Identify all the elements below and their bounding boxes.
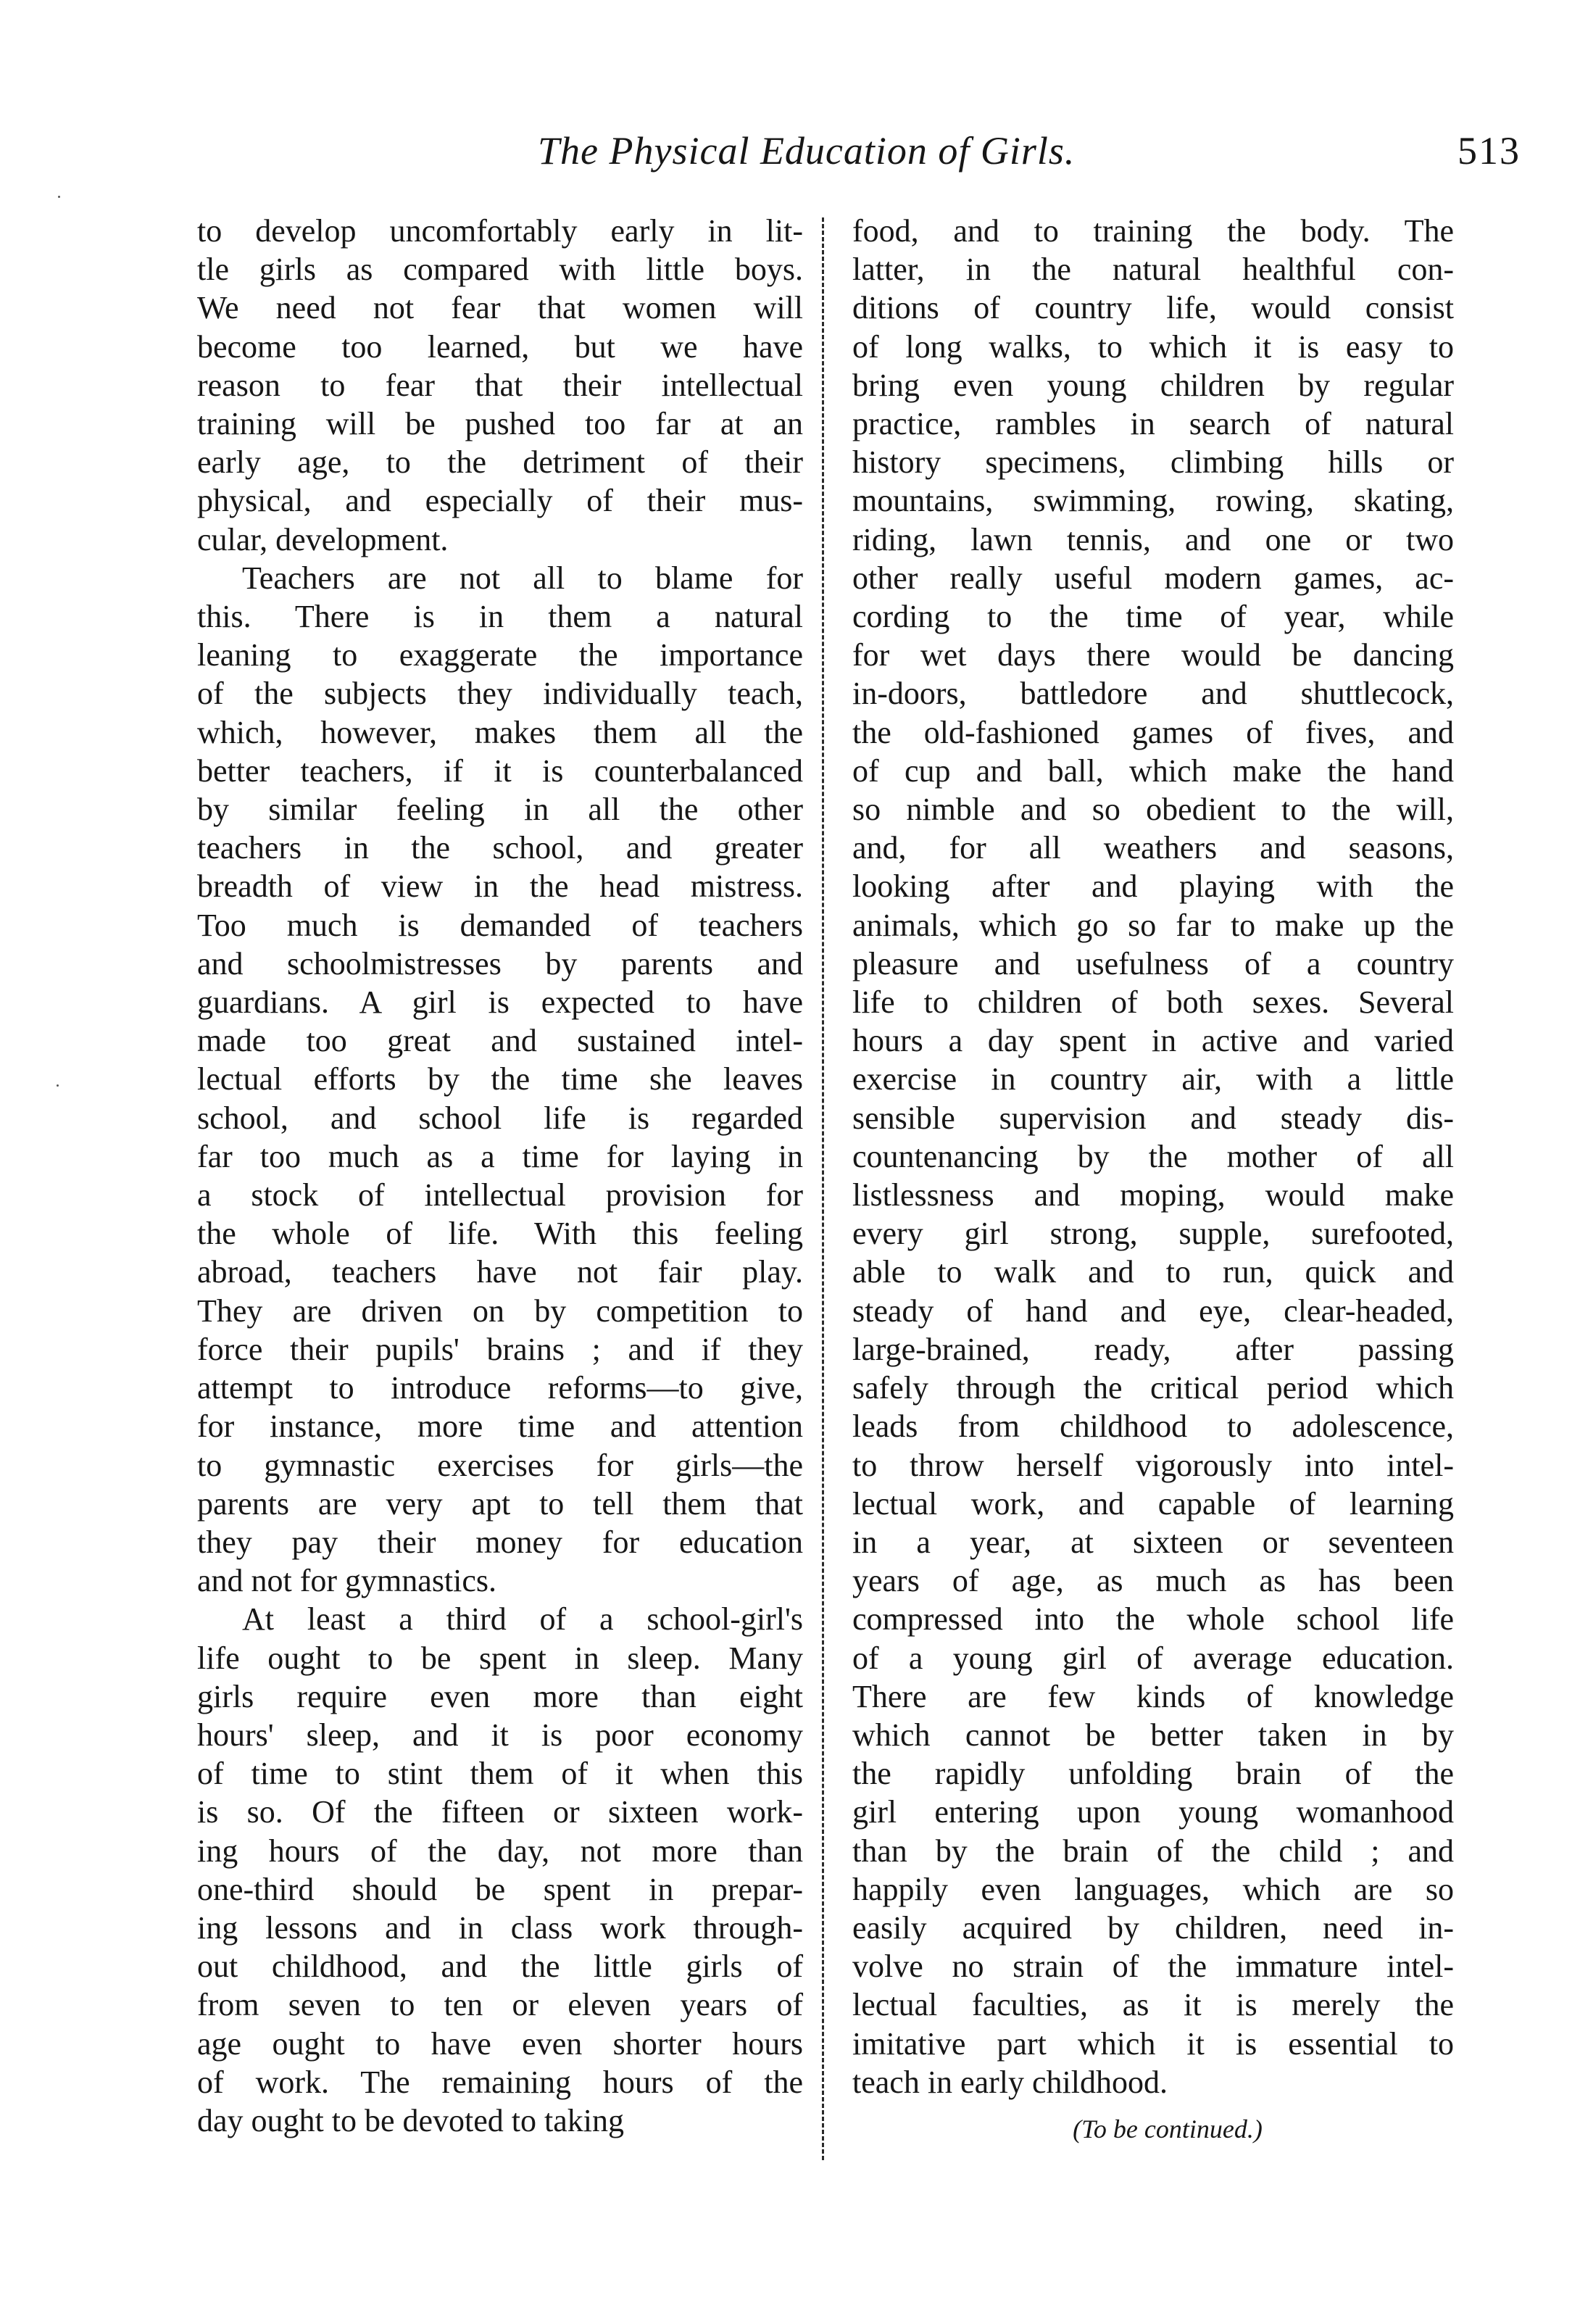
text-line: girls require even more than eight xyxy=(197,1678,803,1714)
paper-speck xyxy=(57,1084,59,1087)
text-line: and schoolmistresses by parents and xyxy=(197,945,803,982)
continued-note: (To be continued.) xyxy=(1073,2114,1263,2144)
right-column xyxy=(852,212,1454,2149)
text-line: they pay their money for education xyxy=(197,1524,803,1560)
text-line: the rapidly unfolding brain of the xyxy=(852,1756,1454,1792)
text-line: made too great and sustained intel- xyxy=(197,1023,803,1059)
text-line: of time to stint them of it when this xyxy=(197,1756,803,1792)
text-line: large-brained, ready, after passing xyxy=(852,1331,1454,1367)
text-line: to gymnastic exercises for girls—the xyxy=(197,1447,803,1483)
text-line: latter, in the natural healthful con- xyxy=(852,252,1454,288)
paragraph xyxy=(852,212,1454,2101)
text-line: from seven to ten or eleven years of xyxy=(197,1987,803,2023)
text-line: and, for all weathers and seasons, xyxy=(852,830,1454,866)
text-line: teach in early childhood. xyxy=(852,2064,1168,2100)
text-line: a stock of intellectual provision for xyxy=(197,1177,803,1213)
text-line: At least a third of a school-girl's xyxy=(242,1601,803,1638)
text-line: ditions of country life, would consist xyxy=(852,290,1454,326)
text-line: reason to fear that their intellectual xyxy=(197,367,803,403)
text-line: and not for gymnastics. xyxy=(197,1563,497,1599)
text-line: mountains, swimming, rowing, skating, xyxy=(852,483,1454,519)
running-title: The Physical Education of Girls. xyxy=(538,129,1076,173)
text-line: able to walk and to run, quick and xyxy=(852,1254,1454,1290)
text-line: so nimble and so obedient to the will, xyxy=(852,792,1454,828)
text-line: looking after and playing with the xyxy=(852,868,1454,905)
text-line: early age, to the detriment of their xyxy=(197,444,803,481)
text-line: of cup and ball, which make the hand xyxy=(852,752,1454,789)
text-line: which, however, makes them all the xyxy=(197,714,803,750)
text-line: bring even young children by regular xyxy=(852,367,1454,403)
text-line: in-doors, battledore and shuttlecock, xyxy=(852,676,1454,712)
left-column xyxy=(197,212,803,2140)
text-line: training will be pushed too far at an xyxy=(197,406,803,442)
text-line: imitative part which it is essential to xyxy=(852,2025,1454,2062)
text-line: the whole of life. With this feeling xyxy=(197,1216,803,1252)
text-line: lectual faculties, as it is merely the xyxy=(852,1987,1454,2023)
text-line: ing lessons and in class work through- xyxy=(197,1909,803,1946)
text-line: listlessness and moping, would make xyxy=(852,1177,1454,1213)
text-line: parents are very apt to tell them that xyxy=(197,1485,803,1522)
text-line: There are few kinds of knowledge xyxy=(852,1678,1454,1714)
text-line: day ought to be devoted to taking xyxy=(197,2102,624,2138)
column-divider xyxy=(822,217,824,2160)
text-line: compressed into the whole school life xyxy=(852,1601,1454,1638)
text-line: life ought to be spent in sleep. Many xyxy=(197,1640,803,1676)
text-line: cular, development. xyxy=(197,521,449,557)
text-line: attempt to introduce reforms—to give, xyxy=(197,1370,803,1406)
text-line: every girl strong, supple, surefooted, xyxy=(852,1216,1454,1252)
text-line: pleasure and usefulness of a country xyxy=(852,945,1454,982)
text-line: abroad, teachers have not fair play. xyxy=(197,1254,803,1290)
text-line: leads from childhood to adolescence, xyxy=(852,1408,1454,1445)
text-line: teachers in the school, and greater xyxy=(197,830,803,866)
text-line: leaning to exaggerate the importance xyxy=(197,637,803,673)
text-line: this. There is in them a natural xyxy=(197,599,803,635)
text-line: for instance, more time and attention xyxy=(197,1408,803,1445)
text-line: riding, lawn tennis, and one or two xyxy=(852,521,1454,557)
text-line: easily acquired by children, need in- xyxy=(852,1909,1454,1946)
text-line: which cannot be better taken in by xyxy=(852,1717,1454,1753)
text-line: Teachers are not all to blame for xyxy=(242,560,803,596)
text-line: better teachers, if it is counterbalanced xyxy=(197,752,803,789)
text-line: physical, and especially of their mus- xyxy=(197,483,803,519)
text-line: volve no strain of the immature intel- xyxy=(852,1949,1454,1985)
text-line: far too much as a time for laying in xyxy=(197,1138,803,1174)
text-line: than by the brain of the child ; and xyxy=(852,1833,1454,1869)
text-line: history specimens, climbing hills or xyxy=(852,444,1454,481)
text-line: They are driven on by competition to xyxy=(197,1292,803,1329)
running-header xyxy=(197,122,1521,180)
text-line: ing hours of the day, not more than xyxy=(197,1833,803,1869)
text-line: sensible supervision and steady dis- xyxy=(852,1100,1454,1136)
text-line: force their pupils' brains ; and if they xyxy=(197,1331,803,1367)
text-line: in a year, at sixteen or seventeen xyxy=(852,1524,1454,1560)
text-line: years of age, as much as has been xyxy=(852,1563,1454,1599)
text-line: to throw herself vigorously into intel- xyxy=(852,1447,1454,1483)
text-line: lectual efforts by the time she leaves xyxy=(197,1061,803,1097)
text-line: for wet days there would be dancing xyxy=(852,637,1454,673)
text-line: other really useful modern games, ac- xyxy=(852,560,1454,596)
text-line: breadth of view in the head mistress. xyxy=(197,868,803,905)
text-line: Too much is demanded of teachers xyxy=(197,907,803,943)
text-line: food, and to training the body. The xyxy=(852,213,1454,249)
text-line: to develop uncomfortably early in lit- xyxy=(197,213,803,249)
text-line: exercise in country air, with a little xyxy=(852,1061,1454,1097)
text-line: guardians. A girl is expected to have xyxy=(197,984,803,1021)
paragraph xyxy=(197,212,803,559)
text-line: age ought to have even shorter hours xyxy=(197,2025,803,2062)
text-line: of the subjects they individually teach, xyxy=(197,676,803,712)
text-line: the old-fashioned games of fives, and xyxy=(852,714,1454,750)
text-line: of a young girl of average education. xyxy=(852,1640,1454,1676)
text-line: We need not fear that women will xyxy=(197,290,803,326)
text-line: is so. Of the fifteen or sixteen work- xyxy=(197,1794,803,1830)
text-line: by similar feeling in all the other xyxy=(197,792,803,828)
text-line: one-third should be spent in prepar- xyxy=(197,1871,803,1907)
text-line: lectual work, and capable of learning xyxy=(852,1485,1454,1522)
text-line: of work. The remaining hours of the xyxy=(197,2064,803,2100)
text-line: school, and school life is regarded xyxy=(197,1100,803,1136)
text-line: of long walks, to which it is easy to xyxy=(852,328,1454,365)
paragraph xyxy=(197,1600,803,2140)
text-line: girl entering upon young womanhood xyxy=(852,1794,1454,1830)
text-line: tle girls as compared with little boys. xyxy=(197,252,803,288)
text-line: hours' sleep, and it is poor economy xyxy=(197,1717,803,1753)
paper-speck xyxy=(58,196,60,198)
text-line: safely through the critical period which xyxy=(852,1370,1454,1406)
text-line: practice, rambles in search of natural xyxy=(852,406,1454,442)
text-line: become too learned, but we have xyxy=(197,328,803,365)
text-line: happily even languages, which are so xyxy=(852,1871,1454,1907)
text-line: life to children of both sexes. Several xyxy=(852,984,1454,1021)
page-number: 513 xyxy=(1458,129,1521,173)
text-line: hours a day spent in active and varied xyxy=(852,1023,1454,1059)
text-line: out childhood, and the little girls of xyxy=(197,1949,803,1985)
paragraph xyxy=(197,559,803,1600)
text-line: animals, which go so far to make up the xyxy=(852,907,1454,943)
text-line: steady of hand and eye, clear-headed, xyxy=(852,1292,1454,1329)
text-line: countenancing by the mother of all xyxy=(852,1138,1454,1174)
text-line: cording to the time of year, while xyxy=(852,599,1454,635)
